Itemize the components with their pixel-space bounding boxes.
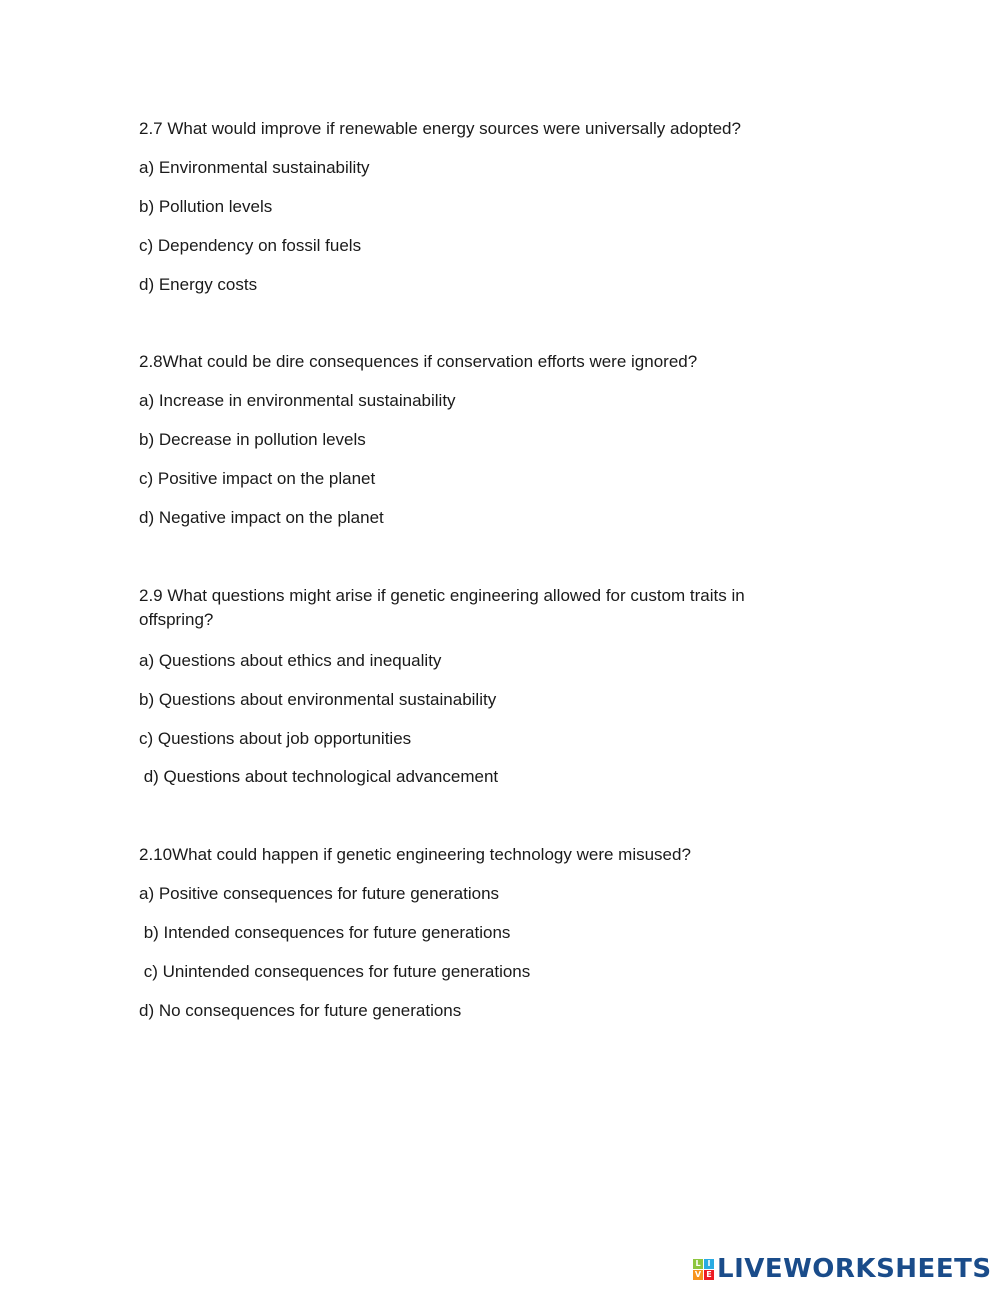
question-2-9-prompt: 2.9 What questions might arise if genetic engineering allowed for custom traits in offspring? (139, 586, 745, 629)
mark-cell-v: V (694, 1269, 702, 1279)
mark-cell-l: L (693, 1259, 703, 1269)
question-2-7-option-d: d) Energy costs (139, 275, 258, 294)
question-2-8-option-c: c) Positive impact on the planet (139, 469, 376, 488)
question-2-8-option-a: a) Increase in environmental sustainability (139, 391, 456, 410)
question-2-8-prompt: 2.8What could be dire consequences if conservation efforts were ignored? (139, 352, 698, 371)
question-2-10-option-a: a) Positive consequences for future generations (139, 884, 500, 903)
question-2-9-option-d: d) Questions about technological advancement (139, 767, 499, 786)
question-2-9-option-a: a) Questions about ethics and inequality (139, 651, 442, 670)
brand-name: LIVEWORKSHEETS (717, 1254, 992, 1284)
question-2-7-option-c: c) Dependency on fossil fuels (139, 236, 362, 255)
question-2-7-option-b: b) Pollution levels (139, 197, 273, 216)
liveworksheets-logo (693, 1252, 992, 1286)
question-2-10-option-b: b) Intended consequences for future generations (139, 923, 511, 942)
question-2-7-option-a: a) Environmental sustainability (139, 158, 370, 177)
question-2-7-prompt: 2.7 What would improve if renewable energy sources were universally adopted? (139, 119, 741, 138)
question-2-9-option-b: b) Questions about environmental sustainability (139, 690, 497, 709)
liveworksheets-mark-icon (693, 1259, 714, 1280)
question-2-10-prompt: 2.10What could happen if genetic engineering technology were misused? (139, 845, 691, 864)
mark-cell-i: I (704, 1259, 714, 1269)
question-2-10-option-d: d) No consequences for future generations (139, 1001, 462, 1020)
question-2-8-option-b: b) Decrease in pollution levels (139, 430, 366, 449)
question-2-8-option-d: d) Negative impact on the planet (139, 508, 384, 527)
question-2-9-option-c: c) Questions about job opportunities (139, 729, 412, 748)
question-2-10-option-c: c) Unintended consequences for future generations (139, 962, 531, 981)
mark-cell-e: E (704, 1270, 714, 1280)
